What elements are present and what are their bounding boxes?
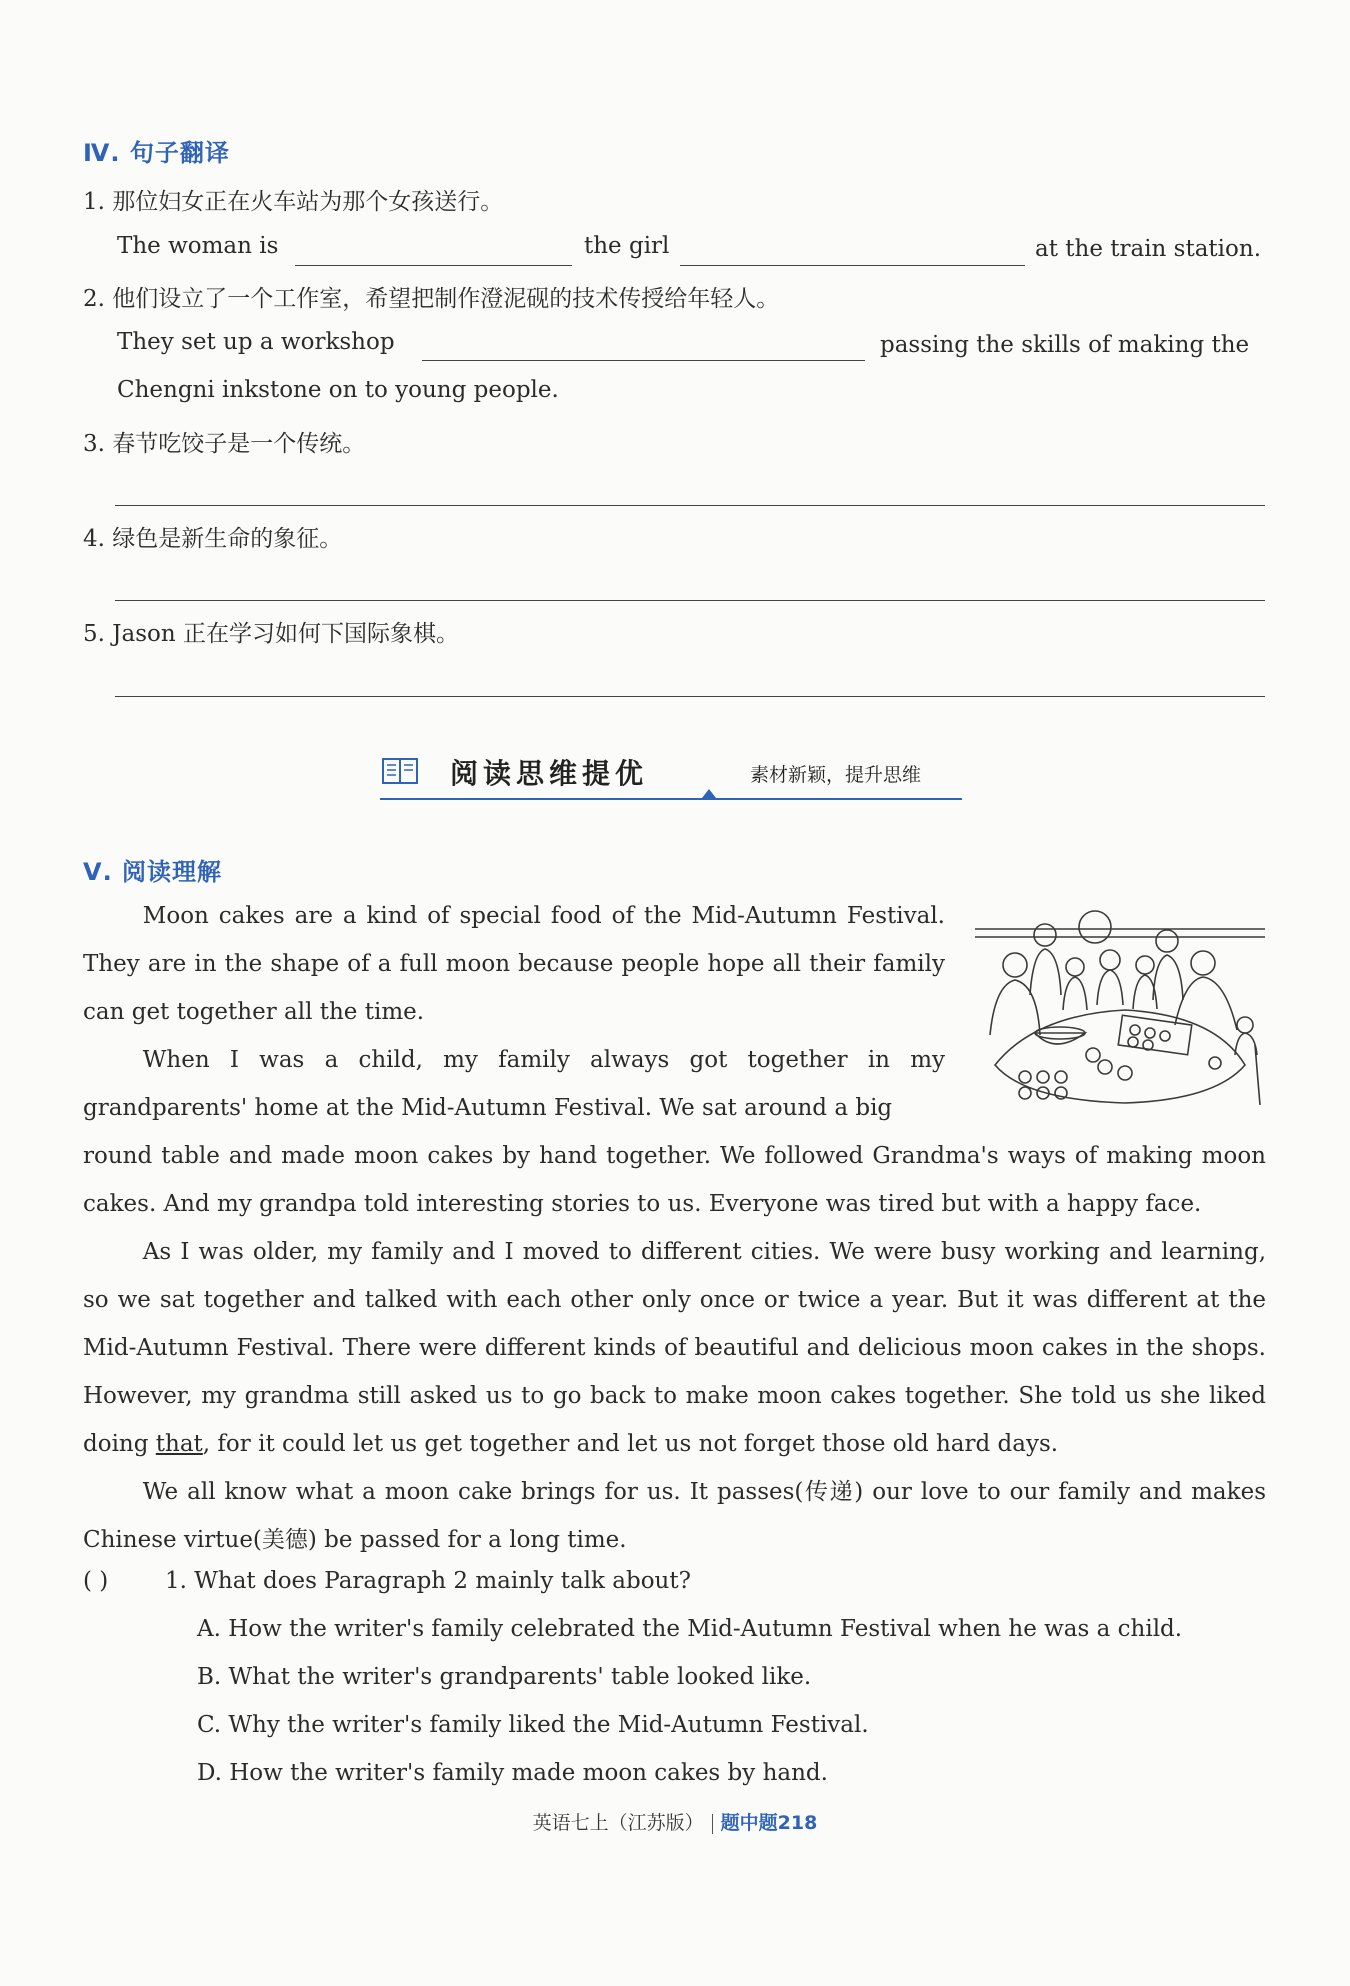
open-book-icon [382, 756, 418, 786]
banner-triangle-icon [702, 789, 716, 798]
q3-answer-line[interactable] [115, 505, 1265, 506]
q2-text-b: passing the skills of making the [880, 332, 1250, 358]
reading-paragraph-2-end: round table and made moon cakes by hand together. We followed Grandma's ways of making moon cakes. And my grandpa told interesting stories to us. Everyone was tired but with a happy face. [83, 1143, 1266, 1217]
q1-chinese: 1. 那位妇女正在火车站为那个女孩送行。 [83, 189, 504, 215]
answer-bracket[interactable]: ( ) [83, 1568, 109, 1594]
q2-blank[interactable] [422, 360, 865, 361]
banner-underline [380, 798, 962, 800]
q2-text-a: They set up a workshop [117, 329, 395, 355]
section-4-title: Ⅳ. 句子翻译 [83, 139, 230, 167]
q5-chinese: 5. Jason 正在学习如何下国际象棋。 [83, 621, 459, 647]
footer-divider [712, 1814, 713, 1834]
q1-text-c: at the train station. [1035, 236, 1262, 262]
banner-subtitle: 素材新颖，提升思维 [750, 764, 922, 786]
q2-chinese: 2. 他们设立了一个工作室，希望把制作澄泥砚的技术传授给年轻人。 [83, 286, 780, 312]
underlined-word-that: that [155, 1431, 203, 1457]
q1-text-b: the girl [584, 233, 670, 259]
q4-answer-line[interactable] [115, 600, 1265, 601]
reading-paragraph-2-start: When I was a child, my family always got together in my grandparents' home at the Mid-Autumn Festival. We sat around a big [83, 1047, 945, 1121]
option-c[interactable]: C. Why the writer's family liked the Mid-Autumn Festival. [197, 1712, 869, 1738]
footer-series: 题中题 [720, 1812, 778, 1834]
reading-paragraph-4: We all know what a moon cake brings for us. It passes(传递) our love to our family and makes Chinese virtue(美德) be passed for a long time. [83, 1479, 1266, 1553]
q2-text-c: Chengni inkstone on to young people. [117, 377, 559, 403]
footer-book-title: 英语七上（江苏版） [532, 1812, 704, 1834]
family-making-mooncakes-illustration [975, 905, 1265, 1105]
option-d[interactable]: D. How the writer's family made moon cakes by hand. [197, 1760, 828, 1786]
q1-blank-2[interactable] [680, 265, 1025, 266]
option-b[interactable]: B. What the writer's grandparents' table looked like. [197, 1664, 812, 1690]
banner-title: 阅读思维提优 [450, 757, 649, 790]
q1-text-a: The woman is [117, 233, 279, 259]
page-footer [0, 1808, 1350, 1835]
reading-banner [380, 750, 962, 800]
section-5-title: Ⅴ. 阅读理解 [83, 858, 223, 886]
q3-chinese: 3. 春节吃饺子是一个传统。 [83, 431, 366, 457]
p3-text-before: As I was older, my family and I moved to different cities. We were busy working and learning, so we sat together and talked with each other only once or twice a year. But it was different at the Mid-Autumn Festival. There were different kinds of beautiful and delicious moon cakes in the shops. However, my grandma still asked us to go back to make moon cakes together. She told us she liked doing [83, 1239, 1266, 1457]
reading-paragraph-1: Moon cakes are a kind of special food of the Mid-Autumn Festival. They are in the shape of a full moon because people hope all their family can get together all the time. [83, 903, 945, 1025]
option-a[interactable]: A. How the writer's family celebrated the Mid-Autumn Festival when he was a child. [197, 1616, 1183, 1642]
question-1-stem: 1. What does Paragraph 2 mainly talk about? [165, 1568, 691, 1594]
page-number: 218 [777, 1812, 818, 1834]
q4-chinese: 4. 绿色是新生命的象征。 [83, 526, 343, 552]
p3-text-after: , for it could let us get together and let us not forget those old hard days. [202, 1431, 1059, 1457]
q5-answer-line[interactable] [115, 696, 1265, 697]
q1-blank-1[interactable] [295, 265, 572, 266]
reading-paragraph-3 [83, 1228, 1266, 1468]
